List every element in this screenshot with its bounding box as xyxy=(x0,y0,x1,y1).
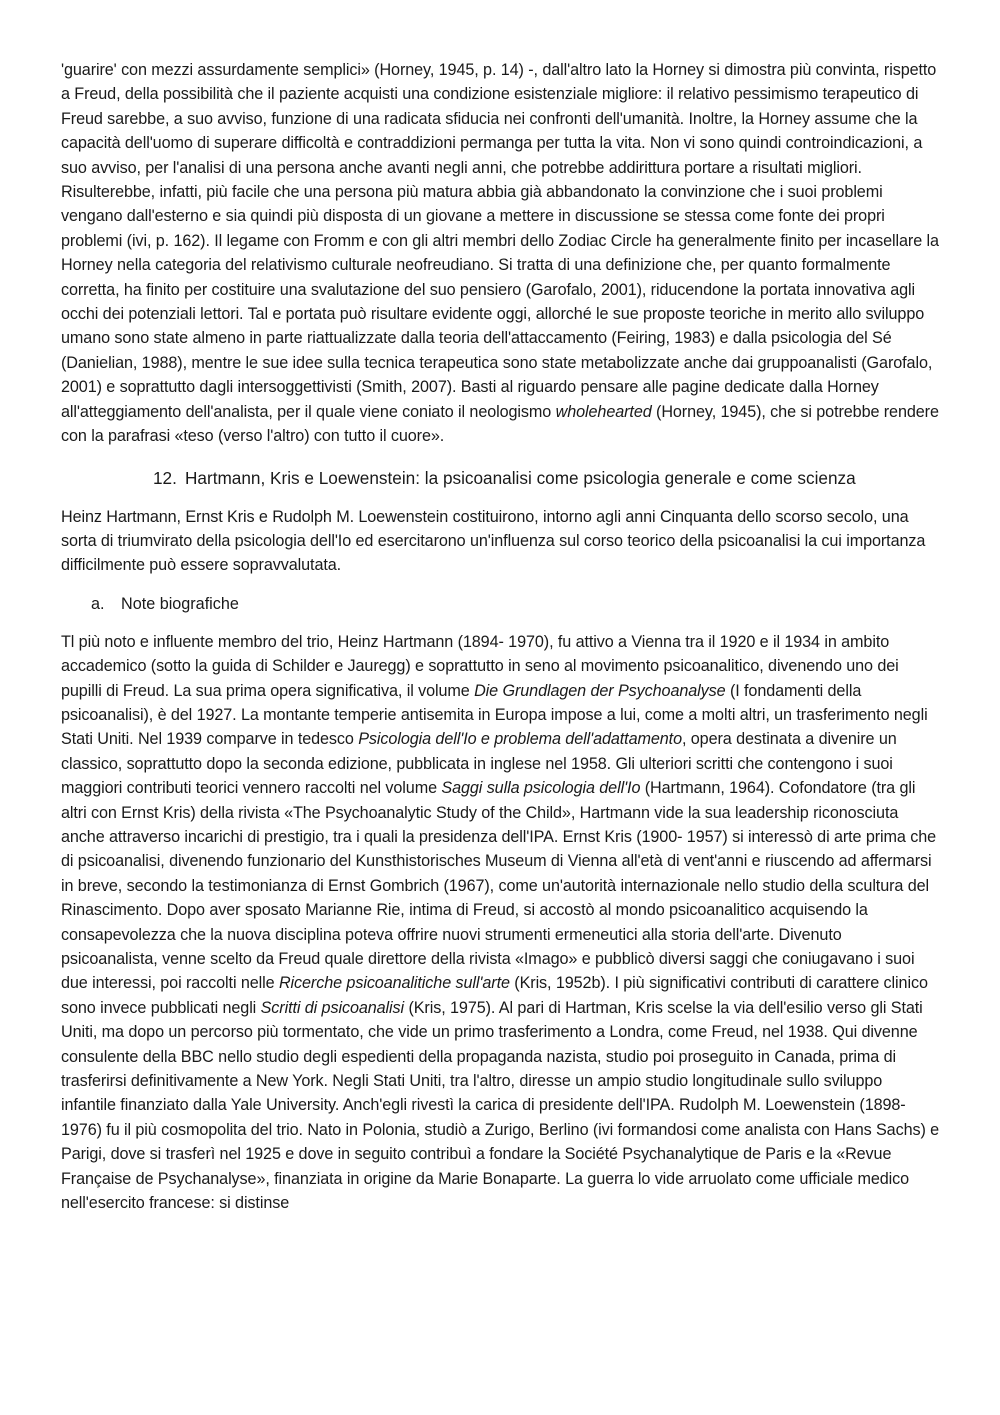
bio-italic-title: Saggi sulla psicologia dell'Io xyxy=(441,779,641,798)
bio-text: (Kris, 1952b). I più significativi contributi di carattere clinico sono invece pubblicati negli xyxy=(61,974,928,1017)
bio-text: Tl più noto e influente membro del trio, Heinz Hartmann (1894- 1970), fu attivo a Vienna tra il 1920 e il 1934 in ambito accademico (sotto la guida di Schilder e Jauregg) e soprattutto in seno al movimento psicoanalitico, divenendo uno dei pupilli di Freud. La sua prima opera significativa, il volume xyxy=(61,632,899,700)
bio-italic-title: Die Grundlagen der Psychoanalyse xyxy=(474,681,726,700)
bio-italic-title: Psicologia dell'Io e problema dell'adattamento xyxy=(358,730,682,749)
section-intro-paragraph: Heinz Hartmann, Ernst Kris e Rudolph M. Loewenstein costituirono, intorno agli anni Cinquanta dello scorso secolo, una sorta di triumvirato della psicologia dell'Io ed esercitarono un'influenza sul corso teorico della psicoanalisi la cui importanza difficilmente può essere sopravvalutata. xyxy=(61,507,926,575)
section-heading xyxy=(61,465,941,491)
section-number: 12. xyxy=(153,467,177,488)
bio-italic-title: Ricerche psicoanalitiche sull'arte xyxy=(278,974,510,993)
bio-italic-title: Scritti di psicoanalisi xyxy=(260,998,405,1017)
intro-italic-title: wholehearted xyxy=(555,402,652,421)
intro-text: (Horney, 1945), che si potrebbe rendere con la parafrasi «teso (verso l'altro) con tutto il cuore». xyxy=(61,402,939,446)
bio-text: (Hartmann, 1964). Cofondatore (tra gli altri con Ernst Kris) della rivista «The Psychoanalytic Study of the Child», Hartmann vide la sua leadership riconosciuta anche attraverso incarichi di prestigio, tra i quali la presidenza dell'IPA. Ernst Kris (1900- 1957) si interessò di arte prima che di psicoanalisi, divenendo funzionario del Kunsthistorisches Museum di Vienna all'età di vent'anni e riuscendo ad affermarsi in breve, secondo la testimonianza di Ernst Gombrich (1967), come un'autorità internazionale nello studio della scultura del Rinascimento. Dopo aver sposato Marianne Rie, intima di Freud, si accostò al mondo psicoanalitico acquisendo la consapevolezza che la nuova disciplina poteva offrire nuovi strumenti ermeneutici alla storia dell'arte. Divenuto psicoanalista, venne scelto da Freud quale direttore della rivista «Imago» e pubblicò diversi saggi che coniugavano i suoi due interessi, poi raccolti nelle xyxy=(61,779,937,993)
subheading-letter: a. xyxy=(91,594,105,613)
subheading-title: Note biografiche xyxy=(121,594,239,613)
document-page xyxy=(61,58,941,1215)
intro-text: 'guarire' con mezzi assurdamente semplici» (Horney, 1945, p. 14) -, dall'altro lato la Horney si dimostra più convinta, rispetto a Freud, della possibilità che il paziente acquisti una condizione esistenziale migliore: il relativo pessimismo terapeutico di Freud sarebbe, a suo avviso, funzione di una radicata sfiducia nei confronti dell'umanità. Inoltre, la Horney assume che la capacità dell'uomo di superare difficoltà e contraddizioni permanga per tutta la vita. Non vi sono quindi controindicazioni, a suo avviso, per l'analisi di una persona anche avanti negli anni, che potrebbe addirittura portare a risultati migliori. Risulterebbe, infatti, più facile che una persona più matura abbia già abbandonato la convinzione che i suoi problemi vengano dall'esterno e sia quindi più disposta di un giovane a mettere in discussione se stessa come fonte dei propri problemi (ivi, p. 162). Il legame con Fromm e con gli altri membri dello Zodiac Circle ha generalmente finito per incasellare la Horney nella categoria del relativismo culturale neofreudiano. Si tratta di una definizione che, per quanto formalmente corretta, ha finito per costituire una svalutazione del suo pensiero (Garofalo, 2001), riducendone la portata innovativa agli occhi dei potenziali lettori. Tal e portata può risultare evidente oggi, allorché le sue proposte teoriche in merito allo sviluppo umano sono state almeno in parte riattualizzate dalla teoria dell'attaccamento (Feiring, 1983) e dalla psicologia del Sé (Danielian, 1988), mentre le sue idee sulla tecnica terapeutica sono state metabolizzate anche dai gruppoanalisti (Garofalo, 2001) e soprattutto dagli intersoggettivisti (Smith, 2007). Basti al riguardo pensare alle pagine dedicate dalla Horney all'atteggiamento dell'analista, per il quale viene coniato il neologismo xyxy=(61,61,939,421)
subheading xyxy=(61,592,941,616)
intro-paragraph xyxy=(61,58,941,449)
bio-text: (I fondamenti della psicoanalisi), è del 1927. La montante temperie antisemita in Europa impose a lui, come a molti altri, un trasferimento negli Stati Uniti. Nel 1939 comparve in tedesco xyxy=(61,681,928,749)
bio-paragraph xyxy=(61,630,941,1216)
section-title: Hartmann, Kris e Loewenstein: la psicoanalisi come psicologia generale e come scienza xyxy=(185,467,856,488)
bio-text: , opera destinata a divenire un classico, soprattutto dopo la seconda edizione, pubblicata in inglese nel 1958. Gli ulteriori scritti che contengono i suoi maggiori contributi teorici vennero raccolti nel volume xyxy=(61,730,897,798)
bio-text: (Kris, 1975). Al pari di Hartman, Kris scelse la via dell'esilio verso gli Stati Uniti, ma dopo un percorso più tormentato, che vide un primo trasferimento a Londra, come Freud, nel 1938. Qui divenne consulente della BBC nello studio degli espedienti della propaganda nazista, studio poi proseguito in Canada, prima di trasferirsi definitivamente a New York. Negli Stati Uniti, tra l'altro, diresse un ampio studio longitudinale sullo sviluppo infantile finanziato dalla Yale University. Anch'egli rivestì la carica di presidente dell'IPA. Rudolph M. Loewenstein (1898-1976) fu il più cosmopolita del trio. Nato in Polonia, studiò a Zurigo, Berlino (ivi formandosi come analista con Hans Sachs) e Parigi, dove si trasferì nel 1925 e dove in seguito contribuì a fondare la Société Psychanalytique de Paris e la «Revue Française de Psychanalyse», finanziata in origine da Marie Bonaparte. La guerra lo vide arruolato come ufficiale medico nell'esercito francese: si distinse xyxy=(61,998,940,1213)
